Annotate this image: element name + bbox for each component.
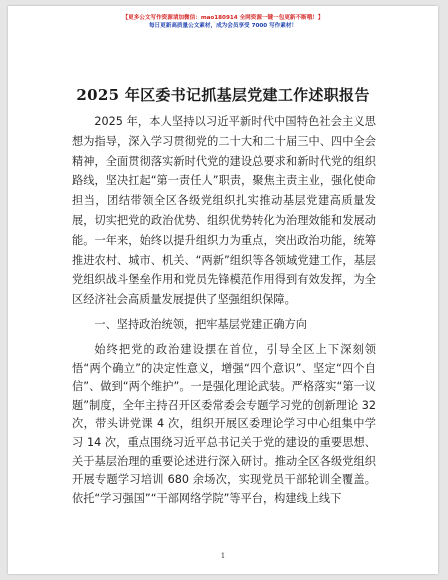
- document-page: [8, 6, 438, 574]
- document-title: 2025 年区委书记抓基层党建工作述职报告: [76, 86, 370, 104]
- promo-line-1: 【更多公文写作资源请加微信：mao180914 全网资源一键一包更新不断哦！】: [122, 15, 324, 21]
- page-number: 1: [220, 552, 226, 560]
- intro-paragraph: 2025 年，本人坚持以习近平新时代中国特色社会主义思想为指导，深入学习贯彻党的二十大和二十届三中、四中全会精神，全面贯彻落实新时代党的建设总要求和新时代党的组织路线，坚决扛起“第一责任人”职责，聚焦主责主业，强化使命担当，团结带领全区各级党组织扎实推动基层党建高质量发展，切实把党的政治优势、组织优势转化为治理效能和发展动能。一年来，始终以提升组织力为重点，突出政治功能，统筹推进农村、城市、机关、“两新”组织等各领域党建工作，基层党组织战斗堡垒作用和党员先锋模范作用得到有效发挥，为全区经济社会高质量发展提供了坚强组织保障。: [72, 115, 376, 307]
- document-body: [72, 112, 376, 508]
- promo-line-2: 每日更新高质量公文素材，成为会员享受 7000 写作素材！: [148, 23, 298, 29]
- promo-banner: [8, 14, 438, 30]
- section-heading-1: 一、坚持政治统领，把牢基层党建正确方向: [94, 317, 307, 331]
- section-1-paragraph: 始终把党的政治建设摆在首位，引导全区上下深刻领悟“两个确立”的决定性意义，增强“四个意识”、坚定“四个自信”、做到“两个维护”。一是强化理论武装。严格落实“第一议题”制度，全年主持召开区委常委会专题学习党的创新理论 32 次，带头讲党课 4 次，组织开展区委理论学习中心组集中学习 14 次，重点围绕习近平总书记关于党的建设的重要思想、关于基层治理的重要论述进行深入研讨。推动全区各级党组织开展专题学习培训 680 余场次，实现党员干部轮训全覆盖。依托“学习强国”“干部网络学院”等平台，构建线上线下: [72, 342, 376, 505]
